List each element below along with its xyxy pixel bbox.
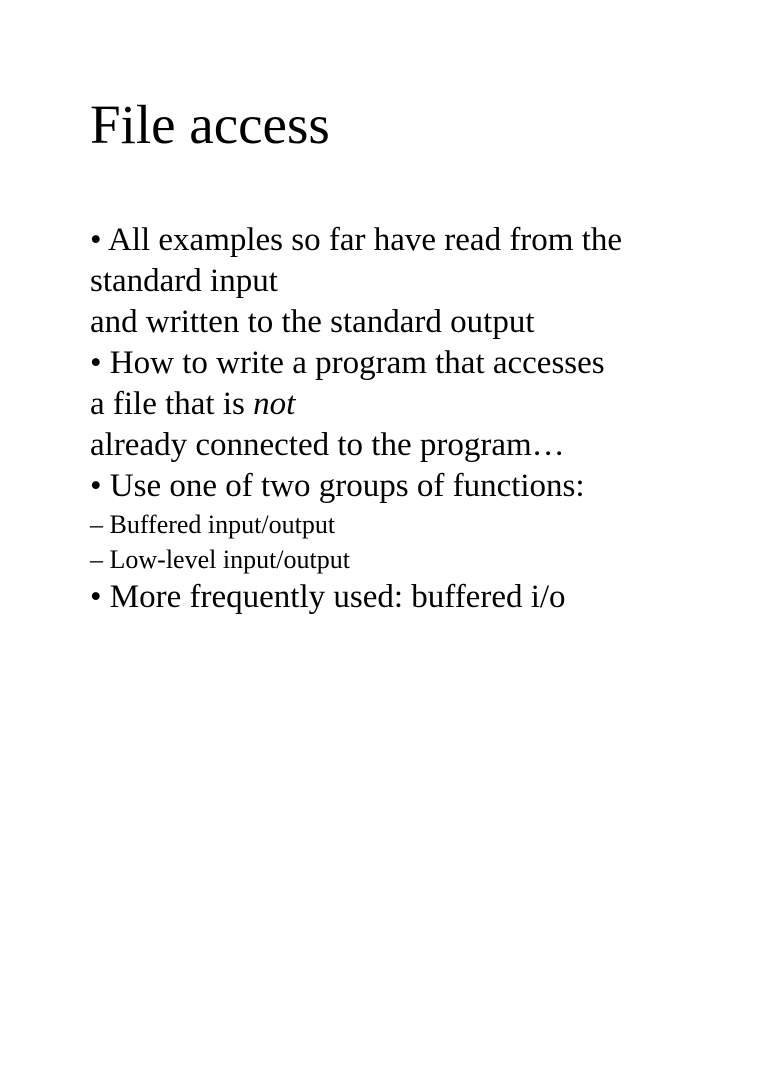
bullet-line-1: • All examples so far have read from the xyxy=(90,222,623,258)
bullet-line-3: and written to the standard output xyxy=(90,304,535,340)
bullet-line-5-text: a file that is xyxy=(90,386,254,422)
emphasis-not: not xyxy=(253,386,296,422)
bullet-line-2: standard input xyxy=(90,263,278,299)
bullet-line-5 xyxy=(90,384,740,425)
bullet-line-8: • More frequently used: buffered i/o xyxy=(90,579,566,615)
bullet-line-6: already connected to the program… xyxy=(90,427,565,463)
sub-bullet-low-level: – Low-level input/output xyxy=(90,545,350,574)
sub-bullet-buffered: – Buffered input/output xyxy=(90,510,336,539)
bullet-line-7: • Use one of two groups of functions: xyxy=(90,468,585,504)
bullet-line-4: • How to write a program that accesses xyxy=(90,345,605,381)
slide-title: File access xyxy=(90,94,330,155)
slide-body xyxy=(90,220,740,618)
